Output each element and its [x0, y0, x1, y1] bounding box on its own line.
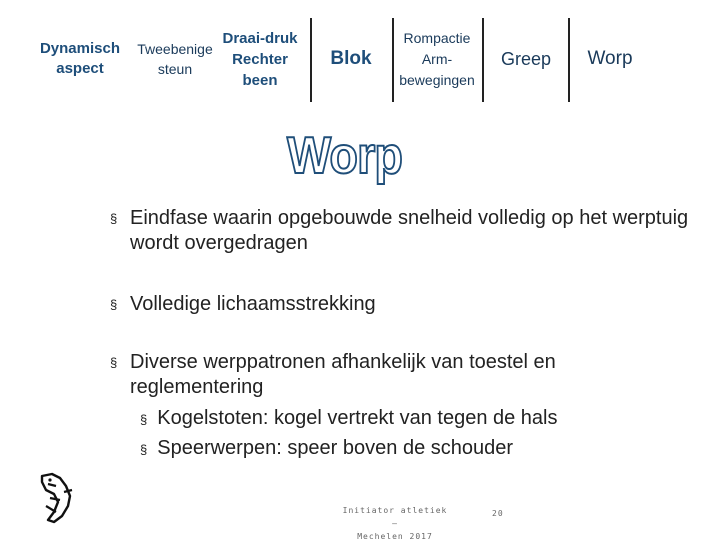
nav-item-draai-druk[interactable]: [214, 24, 306, 94]
nav-label: steun: [157, 61, 193, 77]
nav-label: Worp: [587, 48, 633, 69]
page-number: 20: [492, 509, 504, 518]
nav-label: Tweebenige: [137, 41, 213, 57]
bullet-item: [110, 350, 670, 400]
footer-line: Mechelen 2017: [357, 532, 433, 541]
bullet-text: Volledige lichaamsstrekking: [130, 293, 376, 315]
nav-label: Greep: [500, 48, 552, 69]
nav-label: Rechter: [232, 50, 288, 68]
footer-line: Initiator atletiek –: [342, 506, 448, 528]
bullet-text: Diverse werppatronen afhankelijk van toestel en reglementering: [130, 351, 556, 398]
flemish-lion-logo-icon: [36, 472, 76, 524]
nav-label: been: [242, 71, 278, 89]
sub-bullet-item: [140, 406, 558, 432]
nav-item-tweebenige-steun[interactable]: [132, 18, 218, 100]
sub-bullet-text: Kogelstoten: kogel vertrekt van tegen de hals: [157, 407, 558, 429]
nav-item-rompactie[interactable]: [390, 18, 484, 100]
nav-item-blok[interactable]: [312, 18, 390, 100]
nav-item-greep[interactable]: [484, 18, 568, 100]
sub-bullet-text: Speerwerpen: speer boven de schouder: [157, 437, 514, 459]
bullet-icon: §: [140, 442, 148, 457]
nav-label: aspect: [56, 60, 104, 77]
nav-item-worp[interactable]: [570, 18, 650, 100]
nav-label: Dynamisch: [39, 40, 121, 57]
bullet-icon: §: [140, 412, 148, 427]
bullet-icon: §: [110, 297, 118, 312]
nav-item-dynamisch-aspect[interactable]: [30, 18, 130, 100]
sub-bullet-item: [140, 436, 513, 462]
bullet-item: [110, 206, 690, 256]
nav-label: Arm-: [421, 50, 453, 67]
slide-title: Worp: [287, 127, 403, 185]
bullet-item: [110, 292, 690, 317]
nav-label: Draai-druk: [222, 29, 298, 47]
nav-label: bewegingen: [399, 71, 475, 88]
bullet-icon: §: [110, 211, 118, 226]
nav-label: Blok: [330, 48, 372, 69]
bullet-icon: §: [110, 355, 118, 370]
footer-text: [340, 504, 450, 543]
nav-label: Rompactie: [403, 29, 471, 46]
bullet-text: Eindfase waarin opgebouwde snelheid volledig op het werptuig wordt overgedragen: [130, 207, 689, 254]
